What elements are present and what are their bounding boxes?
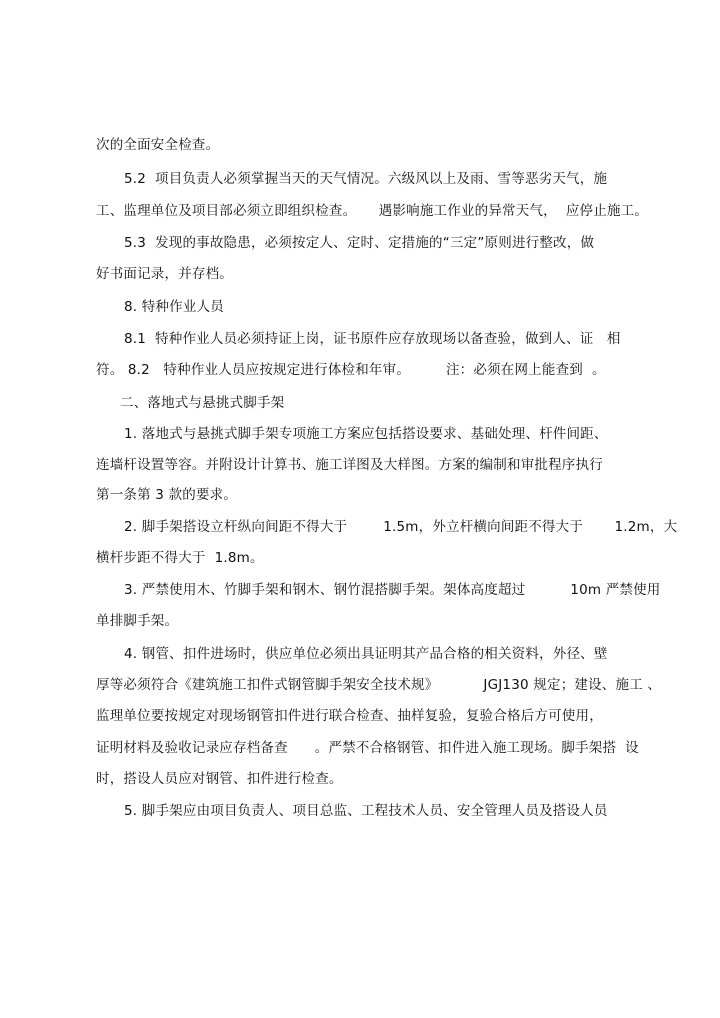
text-line: 5.3 发现的事故隐患，必须按定人、定时、定措施的“三定”原则进行整改，做: [124, 235, 595, 251]
text-line: 单排脚手架。: [96, 613, 179, 629]
text-line: 5. 脚手架应由项目负责人、项目总监、工程技术人员、安全管理人员及搭设人员: [124, 803, 608, 819]
text-line: 证明材料及验收记录应存档备查 。严禁不合格钢管、扣件进入施工现场。脚手架搭 设: [96, 740, 639, 756]
text-line: 连墙杆设置等容。并附设计计算书、施工详图及大样图。方案的编制和审批程序执行: [96, 457, 603, 473]
text-line: 第一条第 3 款的要求。: [96, 487, 238, 503]
text-line: 4. 钢管、扣件进场时，供应单位必须出具证明其产品合格的相关资料，外径、壁: [124, 646, 608, 662]
text-line: 次的全面安全检查。: [96, 137, 220, 153]
text-line: 3. 严禁使用木、竹脚手架和钢木、钢竹混搭脚手架。架体高度超过 10m 严禁使用: [124, 582, 661, 598]
text-line: 符。 8.2 特种作业人员应按规定进行体检和年审。 注：必须在网上能查到 。: [96, 362, 606, 378]
section-heading: 8. 特种作业人员: [124, 299, 224, 315]
text-line: 8.1 特种作业人员必须持证上岗，证书原件应存放现场以备查验，做到人、证 相: [124, 331, 621, 347]
text-line: 5.2 项目负责人必须掌握当天的天气情况。六级风以上及雨、雪等恶劣天气，施: [124, 171, 608, 187]
text-line: 好书面记录，并存档。: [96, 266, 233, 282]
text-line: 工、监理单位及项目部必须立即组织检查。 遇影响施工作业的异常天气， 应停止施工。: [96, 203, 649, 219]
text-line: 厚等必须符合《建筑施工扣件式钢管脚手架安全技术规》 JGJ130 规定；建设、施工 、: [96, 677, 662, 693]
text-line: 2. 脚手架搭设立杆纵向间距不得大于 1.5m，外立杆横向间距不得大于 1.2m，大: [124, 519, 678, 535]
text-line: 横杆步距不得大于 1.8m。: [96, 550, 264, 566]
text-line: 1. 落地式与悬挑式脚手架专项施工方案应包括搭设要求、基础处理、杆件间距、: [124, 426, 608, 442]
text-line: 时，搭设人员应对钢管、扣件进行检查。: [96, 771, 343, 787]
text-line: 监理单位要按规定对现场钢管扣件进行联合检查、抽样复验，复验合格后方可使用，: [96, 708, 603, 724]
section-heading: 二、落地式与悬挑式脚手架: [120, 395, 285, 411]
